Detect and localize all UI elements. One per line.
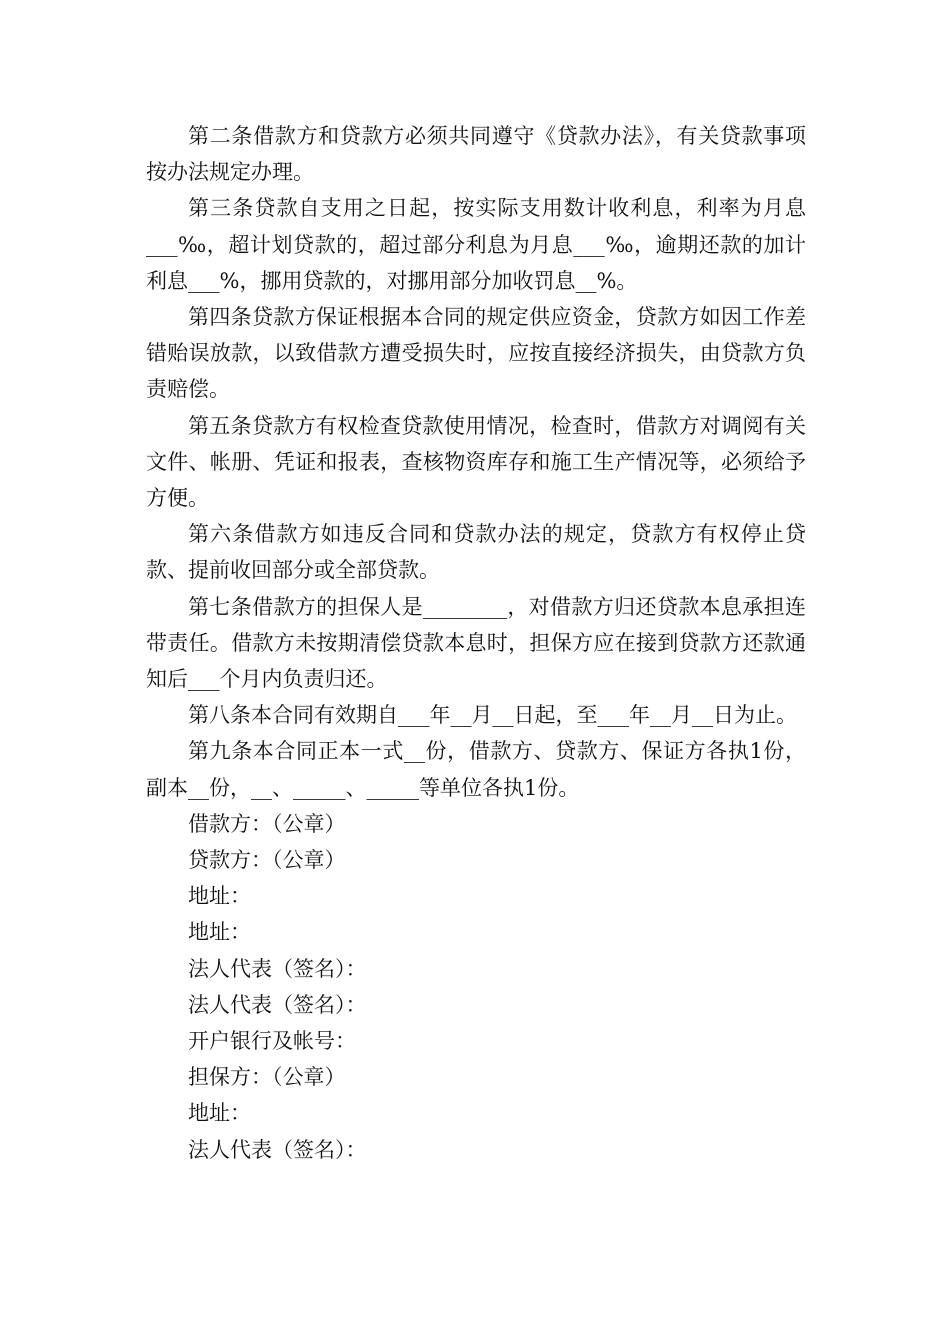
article-6-paragraph: 第六条借款方如违反合同和贷款办法的规定，贷款方有权停止贷款、提前收回部分或全部贷款。 (146, 522, 806, 583)
borrower-seal-line: 借款方：（公章） (188, 811, 346, 836)
bank-account-line: 开户银行及帐号： (188, 1029, 356, 1054)
document-body (146, 118, 806, 1168)
borrower-legal-rep-line: 法人代表（签名）： (188, 956, 367, 981)
article-5-paragraph: 第五条贷款方有权检查贷款使用情况，检查时，借款方对调阅有关文件、帐册、凭证和报表，查核物资库存和施工生产情况等，必须给予方便。 (146, 413, 806, 511)
lender-address-line: 地址： (188, 920, 251, 945)
lender-seal-line: 贷款方：（公章） (188, 848, 346, 873)
guarantor-legal-rep-line: 法人代表（签名）： (188, 1137, 367, 1162)
lender-legal-rep-line: 法人代表（签名）： (188, 992, 367, 1017)
signature-block (146, 806, 806, 1168)
article-9-paragraph: 第九条本合同正本一式__份，借款方、贷款方、保证方各执1份，副本__份，__、_____、_____等单位各执1份。 (146, 739, 806, 800)
guarantor-seal-line: 担保方：（公章） (188, 1065, 346, 1090)
guarantor-address-line: 地址： (188, 1101, 251, 1126)
borrower-address-line: 地址： (188, 884, 251, 909)
article-4-paragraph: 第四条贷款方保证根据本合同的规定供应资金，贷款方如因工作差错贻误放款，以致借款方遭受损失时，应按直接经济损失，由贷款方负责赔偿。 (146, 305, 806, 402)
article-7-paragraph: 第七条借款方的担保人是________，对借款方归还贷款本息承担连带责任。借款方未按期清偿贷款本息时，担保方应在接到贷款方还款通知后___个月内负责归还。 (146, 594, 806, 692)
article-3-paragraph: 第三条贷款自支用之日起，按实际支用数计收利息，利率为月息___‰，超计划贷款的，超过部分利息为月息___‰，逾期还款的加计利息___%，挪用贷款的，对挪用部分加收罚息__%。 (146, 196, 806, 293)
article-8-paragraph: 第八条本合同有效期自___年__月__日起，至___年__月__日为止。 (188, 703, 797, 728)
article-2-paragraph: 第二条借款方和贷款方必须共同遵守《贷款办法》，有关贷款事项按办法规定办理。 (146, 124, 806, 185)
